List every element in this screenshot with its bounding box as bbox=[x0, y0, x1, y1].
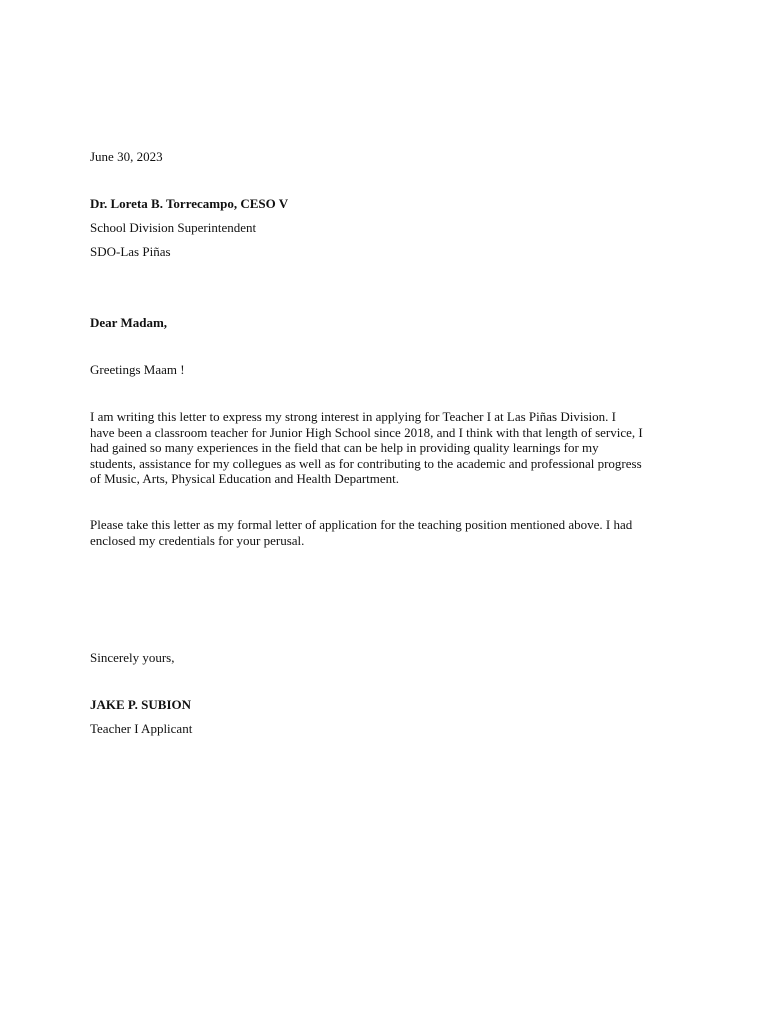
paragraph-line: I am writing this letter to express my strong interest in applying for Teacher I at Las Piñas Division. I bbox=[90, 409, 616, 424]
recipient-name: Dr. Loreta B. Torrecampo, CESO V bbox=[90, 196, 289, 211]
recipient-title: School Division Superintendent bbox=[90, 220, 257, 235]
closing: Sincerely yours, bbox=[90, 650, 175, 665]
paragraph-line: enclosed my credentials for your perusal. bbox=[90, 532, 305, 548]
paragraph-line: students, assistance for my collegues as well as for contributing to the academic and professional progress bbox=[90, 455, 642, 471]
paragraph-line: of Music, Arts, Physical Education and Health Department. bbox=[90, 471, 400, 486]
letter-date: June 30, 2023 bbox=[90, 149, 163, 164]
recipient-office: SDO-Las Piñas bbox=[90, 244, 171, 259]
paragraph-line: had gained so many experiences in the field that can be help in providing quality learnings for my bbox=[90, 440, 599, 455]
salutation: Dear Madam, bbox=[90, 315, 168, 330]
paragraph-line: Please take this letter as my formal letter of application for the teaching position mentioned above. I had bbox=[90, 517, 633, 532]
greeting: Greetings Maam ! bbox=[90, 362, 185, 377]
body-paragraph-1 bbox=[90, 409, 643, 487]
signatory-name: JAKE P. SUBION bbox=[90, 697, 192, 712]
signatory-position: Teacher I Applicant bbox=[90, 721, 193, 736]
paragraph-line: have been a classroom teacher for Junior High School since 2018, and I think with that length of service, I bbox=[90, 424, 643, 440]
body-paragraph-2 bbox=[90, 517, 632, 548]
